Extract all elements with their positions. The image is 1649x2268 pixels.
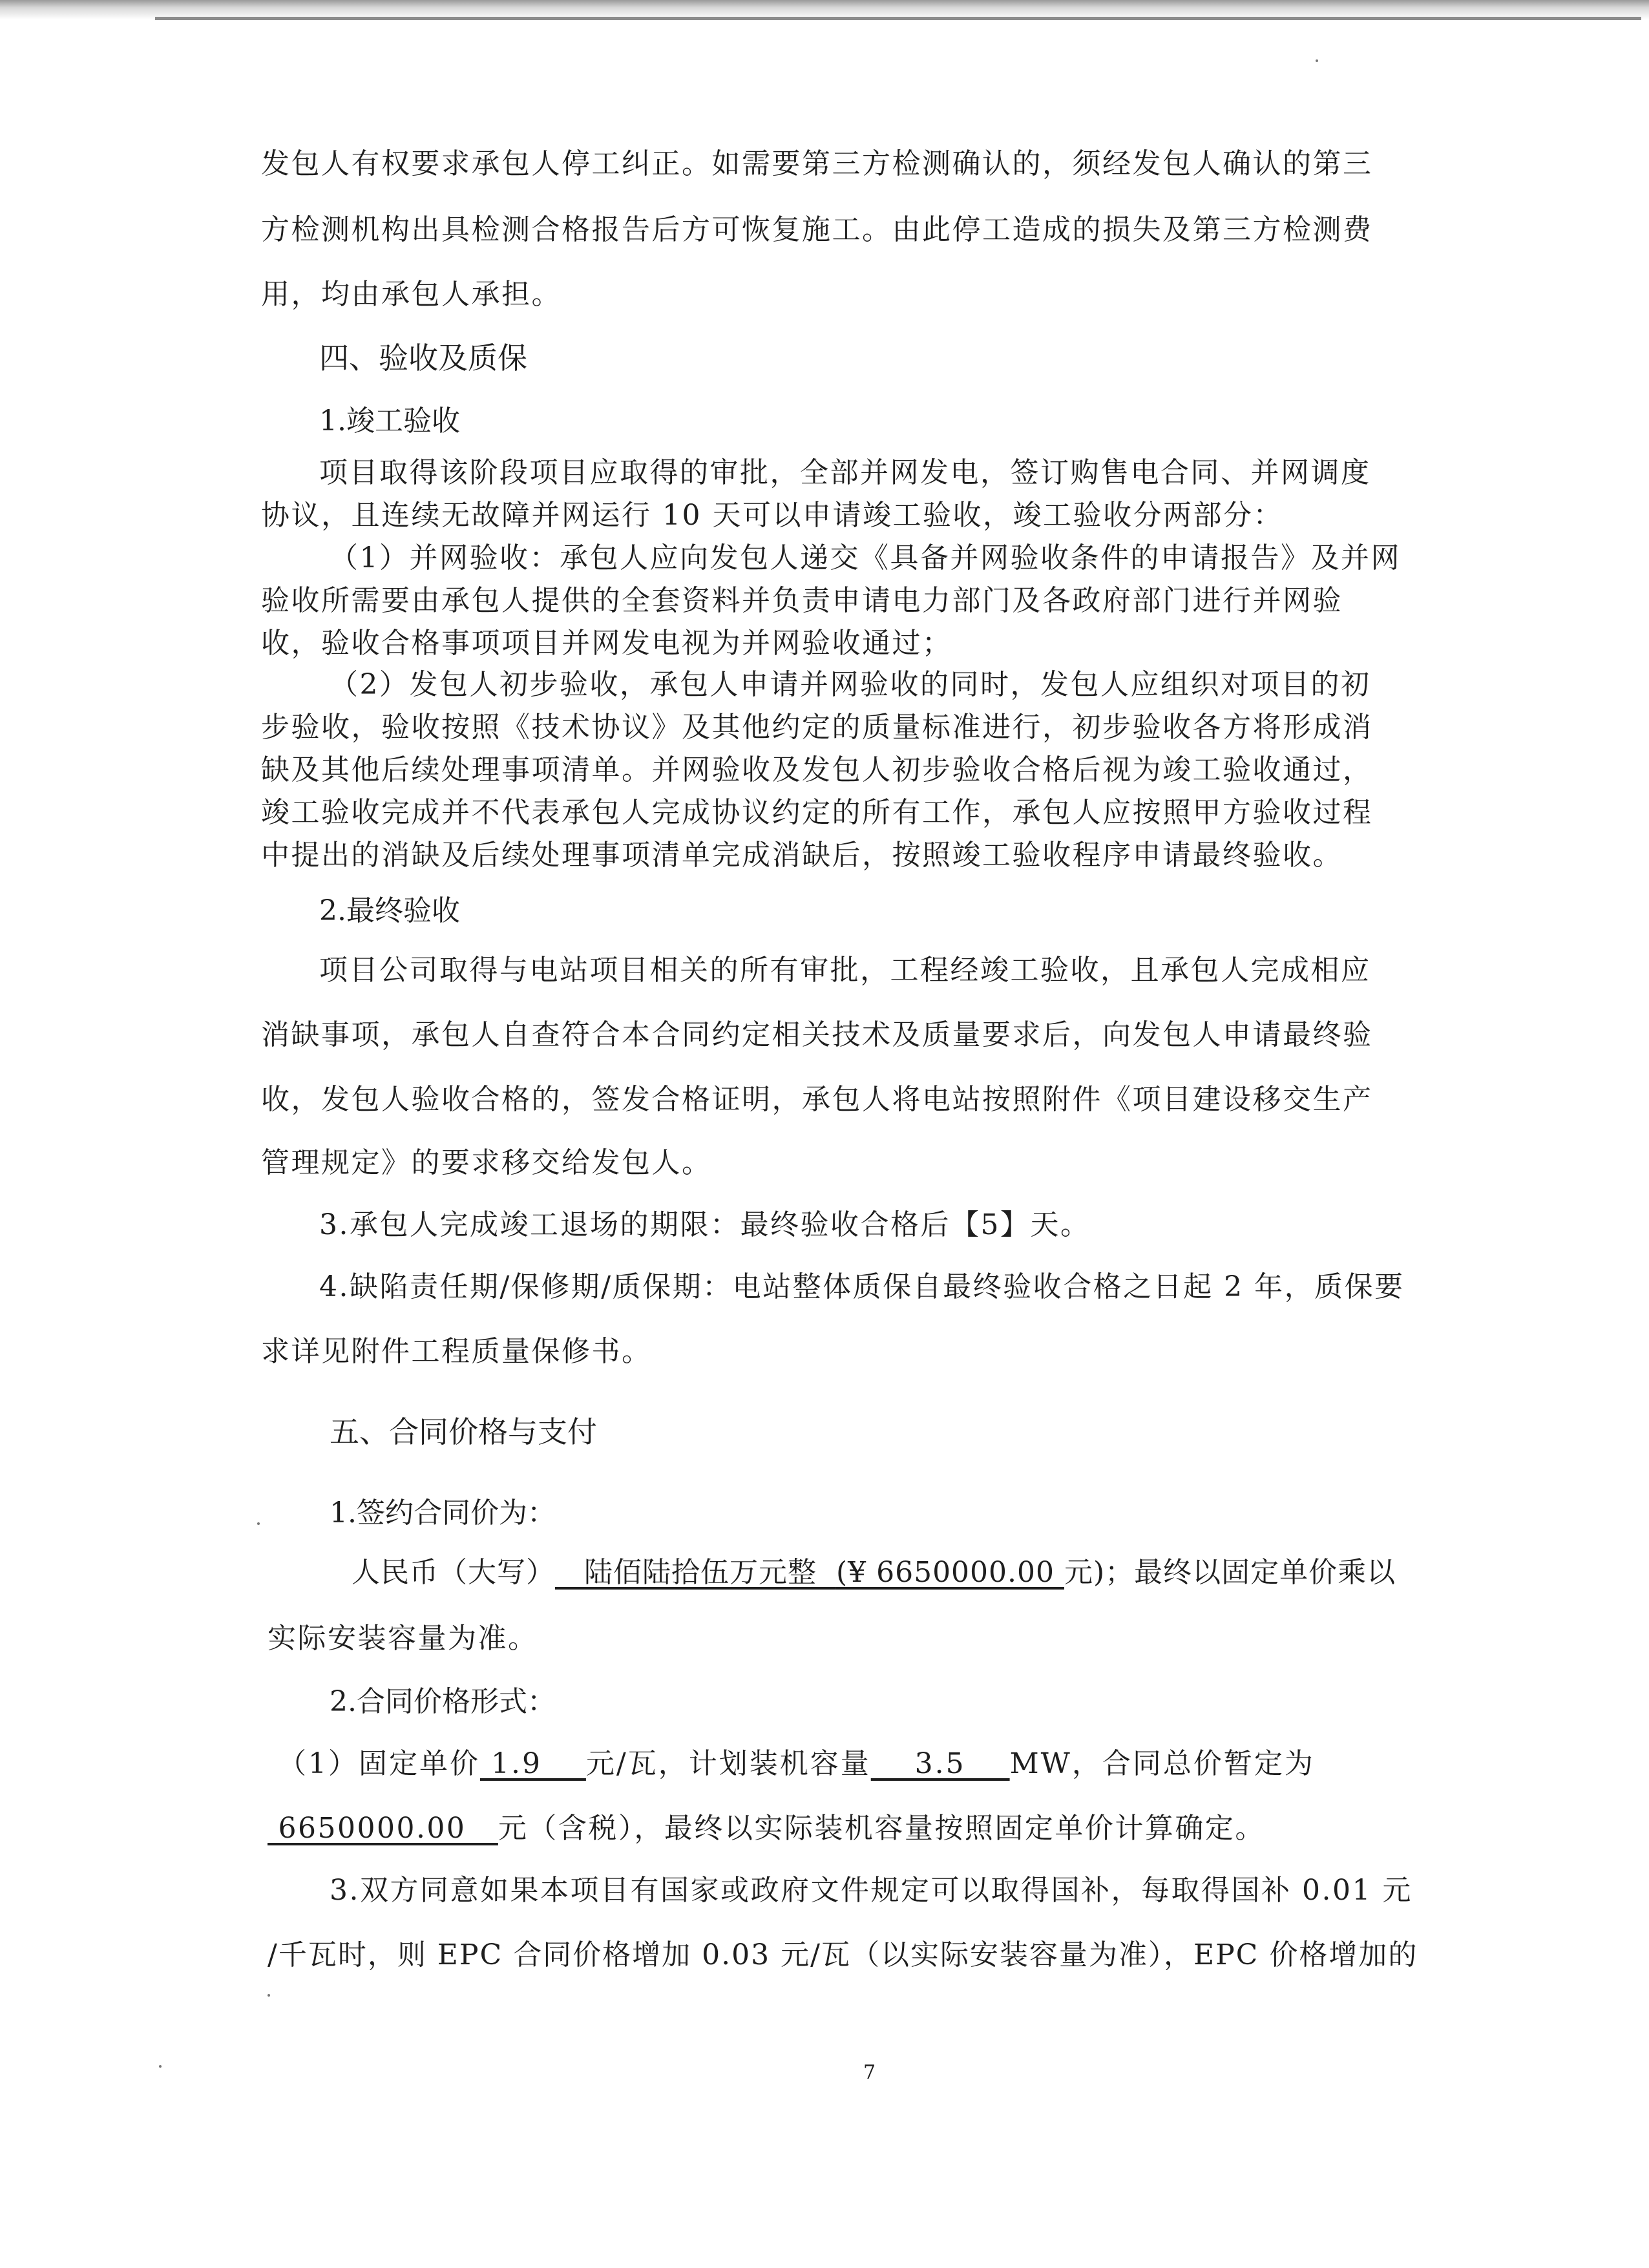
- unit-label: 元/瓦，计划装机容量: [585, 1747, 871, 1780]
- section-heading-5: 五、合同价格与支付: [330, 1414, 597, 1449]
- scan-speck: [268, 1994, 270, 1997]
- price-form-label: （1）固定单价: [278, 1747, 480, 1780]
- paragraph-line: （1）并网验收：承包人应向发包人递交《具备并网验收条件的申请报告》及并网: [330, 541, 1401, 574]
- subsection-heading: 2.最终验收: [319, 894, 460, 927]
- paragraph-line: 项目取得该阶段项目应取得的审批，全部并网发电，签订购售电合同、并网调度: [319, 456, 1371, 489]
- unit-price-value: 1.9: [480, 1747, 586, 1780]
- paragraph-line: （2）发包人初步验收，承包人申请并网验收的同时，发包人应组织对项目的初: [330, 668, 1371, 701]
- paragraph-line: 验收所需要由承包人提供的全套资料并负责申请电力部门及各政府部门进行并网验: [261, 584, 1343, 617]
- scan-speck: [257, 1522, 260, 1525]
- paragraph-line: 项目公司取得与电站项目相关的所有审批，工程经竣工验收，且承包人完成相应: [319, 954, 1371, 987]
- paragraph-line: /千瓦时，则 EPC 合同价格增加 0.03 元/瓦（以实际安装容量为准），EPC 价格增加的: [268, 1938, 1418, 1971]
- paragraph-line: 缺及其他后续处理事项清单。并网验收及发包人初步验收合格后视为竣工验收通过，: [261, 753, 1373, 786]
- paragraph-line: 消缺事项，承包人自查符合本合同约定相关技术及质量要求后，向发包人申请最终验: [261, 1018, 1373, 1051]
- total-price-value: 6650000.00: [268, 1812, 498, 1845]
- price-in-words: 陆佰陆拾伍万元整: [555, 1556, 836, 1589]
- paragraph-line: 协议，且连续无故障并网运行 10 天可以申请竣工验收，竣工验收分两部分：: [261, 499, 1283, 532]
- section-heading-4: 四、验收及质保: [319, 341, 527, 375]
- paragraph-line: 收，发包人验收合格的，签发合格证明，承包人将电站按照附件《项目建设移交生产: [261, 1083, 1373, 1116]
- capacity-value: 3.5: [870, 1747, 1010, 1780]
- price-form-line: [278, 1746, 1315, 1782]
- paragraph-line: 步验收，验收按照《技术协议》及其他约定的质量标准进行，初步验收各方将形成消: [261, 711, 1373, 744]
- paragraph-line: 发包人有权要求承包人停工纠正。如需要第三方检测确认的，须经发包人确认的第三: [261, 147, 1373, 180]
- paragraph-line: 方检测机构出具检测合格报告后方可恢复施工。由此停工造成的损失及第三方检测费: [261, 213, 1373, 246]
- price-note: 元)；最终以固定单价乘以: [1064, 1556, 1396, 1589]
- contract-price-line: [352, 1555, 1396, 1591]
- paragraph-line: 竣工验收完成并不代表承包人完成协议约定的所有工作，承包人应按照甲方验收过程: [261, 796, 1373, 829]
- paragraph-line: 中提出的消缺及后续处理事项清单完成消缺后，按照竣工验收程序申请最终验收。: [261, 839, 1343, 872]
- scan-speck: [159, 2065, 162, 2068]
- paragraph-line: 用，均由承包人承担。: [261, 278, 562, 311]
- paragraph-line: 3.双方同意如果本项目有国家或政府文件规定可以取得国补，每取得国补 0.01 元: [330, 1874, 1413, 1907]
- paragraph-line: 管理规定》的要求移交给发包人。: [261, 1146, 712, 1179]
- price-in-figures: (¥ 6650000.00: [835, 1556, 1065, 1589]
- paragraph-line: 实际安装容量为准。: [268, 1622, 538, 1655]
- subsection-heading: 1.签约合同价为：: [330, 1496, 556, 1529]
- price-form-line: [268, 1811, 1265, 1847]
- scan-edge-line: [155, 17, 1641, 20]
- subsection-heading: 2.合同价格形式：: [330, 1685, 556, 1718]
- capacity-unit-label: MW，合同总价暂定为: [1009, 1747, 1315, 1780]
- paragraph-line: 收，验收合格事项项目并网发电视为并网验收通过；: [261, 627, 952, 660]
- total-price-note: 元（含税），最终以实际装机容量按照固定单价计算确定。: [498, 1812, 1265, 1845]
- scan-speck: [1316, 59, 1318, 62]
- paragraph-line: 4.缺陷责任期/保修期/质保期：电站整体质保自最终验收合格之日起 2 年，质保要: [319, 1270, 1405, 1303]
- paragraph-line: 3.承包人完成竣工退场的期限：最终验收合格后【5】天。: [319, 1208, 1091, 1241]
- subsection-heading: 1.竣工验收: [319, 404, 460, 437]
- price-label: 人民币（大写）: [352, 1556, 555, 1589]
- page-number: 7: [863, 2061, 876, 2084]
- paragraph-line: 求详见附件工程质量保修书。: [261, 1335, 652, 1368]
